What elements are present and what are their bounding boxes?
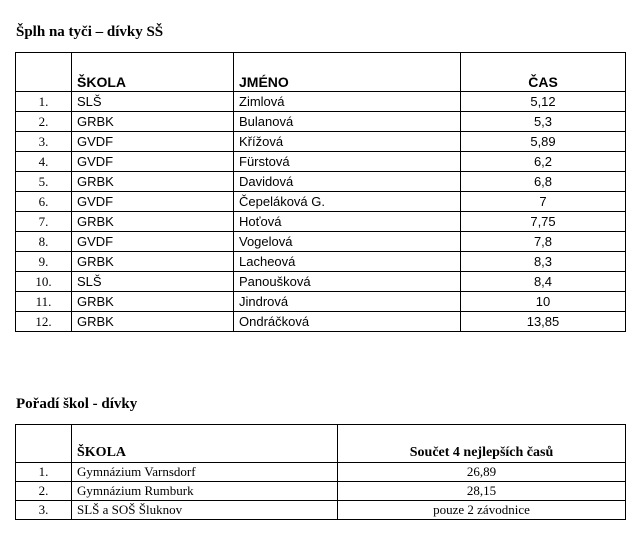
- table-row: [16, 292, 626, 312]
- name-cell: Křížová: [234, 132, 461, 152]
- table-row: [16, 172, 626, 192]
- time-cell: 6,2: [461, 152, 626, 172]
- header-name: JMÉNO: [234, 53, 461, 92]
- school-cell: GRBK: [72, 112, 234, 132]
- school-cell: SLŠ: [72, 272, 234, 292]
- table-row: [16, 482, 626, 501]
- schools-table-title: Pořadí škol - dívky: [16, 396, 138, 412]
- name-cell: Lacheová: [234, 252, 461, 272]
- name-cell: Vogelová: [234, 232, 461, 252]
- header-sum: Součet 4 nejlepších časů: [338, 425, 626, 463]
- results-header-row: [16, 53, 626, 92]
- name-cell: Davidová: [234, 172, 461, 192]
- rank-cell: 12.: [16, 312, 72, 332]
- school-cell: GRBK: [72, 312, 234, 332]
- school-cell: GRBK: [72, 252, 234, 272]
- time-cell: 6,8: [461, 172, 626, 192]
- school-cell: GRBK: [72, 212, 234, 232]
- table-row: [16, 112, 626, 132]
- rank-cell: 9.: [16, 252, 72, 272]
- table-row: [16, 152, 626, 172]
- rank-cell: 7.: [16, 212, 72, 232]
- name-cell: Panoušková: [234, 272, 461, 292]
- name-cell: Ondráčková: [234, 312, 461, 332]
- table-row: [16, 132, 626, 152]
- rank-cell: 2.: [16, 112, 72, 132]
- rank-cell: 5.: [16, 172, 72, 192]
- time-cell: 10: [461, 292, 626, 312]
- header-school: ŠKOLA: [72, 425, 338, 463]
- table-row: [16, 463, 626, 482]
- sum-cell: 28,15: [338, 482, 626, 501]
- rank-cell: 3.: [16, 132, 72, 152]
- rank-cell: 4.: [16, 152, 72, 172]
- rank-cell: 2.: [16, 482, 72, 501]
- table-row: [16, 252, 626, 272]
- time-cell: 7,75: [461, 212, 626, 232]
- school-cell: GRBK: [72, 292, 234, 312]
- results-table: [15, 52, 626, 332]
- time-cell: 13,85: [461, 312, 626, 332]
- table-row: [16, 192, 626, 212]
- table-row: [16, 232, 626, 252]
- school-cell: Gymnázium Varnsdorf: [72, 463, 338, 482]
- name-cell: Hoťová: [234, 212, 461, 232]
- name-cell: Bulanová: [234, 112, 461, 132]
- school-cell: GVDF: [72, 232, 234, 252]
- table-row: [16, 501, 626, 520]
- table-row: [16, 272, 626, 292]
- results-table-title: Šplh na tyči – dívky SŠ: [16, 24, 164, 40]
- school-cell: Gymnázium Rumburk: [72, 482, 338, 501]
- results-body: [16, 92, 626, 332]
- sum-cell: 26,89: [338, 463, 626, 482]
- time-cell: 7,8: [461, 232, 626, 252]
- rank-cell: 6.: [16, 192, 72, 212]
- schools-body: [16, 463, 626, 520]
- rank-cell: 1.: [16, 92, 72, 112]
- header-school: ŠKOLA: [72, 53, 234, 92]
- table-row: [16, 92, 626, 112]
- schools-table: [15, 424, 626, 520]
- school-cell: GVDF: [72, 152, 234, 172]
- rank-cell: 10.: [16, 272, 72, 292]
- name-cell: Čepeláková G.: [234, 192, 461, 212]
- name-cell: Zimlová: [234, 92, 461, 112]
- time-cell: 5,89: [461, 132, 626, 152]
- school-cell: GVDF: [72, 132, 234, 152]
- header-time: ČAS: [461, 53, 626, 92]
- rank-cell: 11.: [16, 292, 72, 312]
- school-cell: GRBK: [72, 172, 234, 192]
- table-row: [16, 312, 626, 332]
- schools-header-row: [16, 425, 626, 463]
- time-cell: 5,3: [461, 112, 626, 132]
- table-row: [16, 212, 626, 232]
- time-cell: 5,12: [461, 92, 626, 112]
- sum-cell: pouze 2 závodnice: [338, 501, 626, 520]
- name-cell: Fürstová: [234, 152, 461, 172]
- school-cell: SLŠ: [72, 92, 234, 112]
- rank-cell: 3.: [16, 501, 72, 520]
- time-cell: 8,3: [461, 252, 626, 272]
- rank-cell: 8.: [16, 232, 72, 252]
- name-cell: Jindrová: [234, 292, 461, 312]
- time-cell: 8,4: [461, 272, 626, 292]
- header-rank: [16, 425, 72, 463]
- school-cell: SLŠ a SOŠ Šluknov: [72, 501, 338, 520]
- school-cell: GVDF: [72, 192, 234, 212]
- rank-cell: 1.: [16, 463, 72, 482]
- time-cell: 7: [461, 192, 626, 212]
- header-rank: [16, 53, 72, 92]
